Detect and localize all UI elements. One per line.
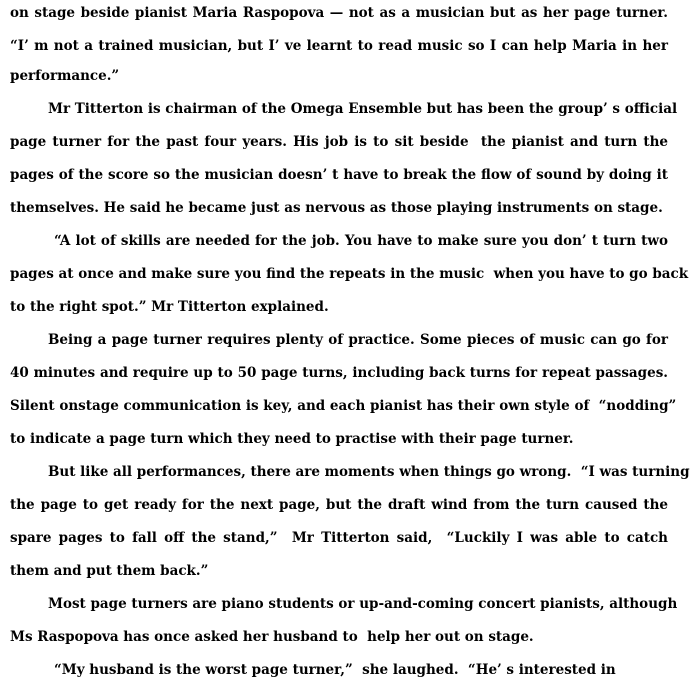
paragraph-start-line: “My husband is the worst page turner,” she laughed. “He’ s interested in [54,662,616,678]
paragraph-start-line: Mr Titterton is chairman of the Omega Ensemble but has been the group’ s official [48,101,678,117]
text-line: Silent onstage communication is key, and each pianist has their own style of “nodding” [10,398,677,414]
text-line: spare pages to fall off the stand,” Mr Titterton said, “Luckily I was able to catch [10,530,668,546]
text-line: page turner for the past four years. His job is to sit beside the pianist and turn the [10,134,668,150]
paragraph-start-line: But like all performances, there are moments when things go wrong. “I was turning [48,464,690,480]
text-line: performance.” [10,68,120,84]
text-line: on stage beside pianist Maria Raspopova — not as a musician but as her page turner. [10,5,668,21]
paragraph-start-line: “A lot of skills are needed for the job. You have to make sure you don’ t turn two [54,233,668,249]
text-line: to the right spot.” Mr Titterton explained. [10,299,329,315]
text-line: the page to get ready for the next page, but the draft wind from the turn caused the [10,497,668,513]
text-line: pages at once and make sure you find the repeats in the music when you have to go back [10,266,689,282]
text-line: to indicate a page turn which they need to practise with their page turner. [10,431,574,447]
text-line: 40 minutes and require up to 50 page turns, including back turns for repeat passages. [10,365,668,381]
paragraph-start-line: Most page turners are piano students or up-and-coming concert pianists, although [48,596,678,612]
text-line: Ms Raspopova has once asked her husband to help her out on stage. [10,629,534,645]
text-line: themselves. He said he became just as nervous as those playing instruments on stage. [10,200,663,216]
paragraph-start-line: Being a page turner requires plenty of practice. Some pieces of music can go for [48,332,668,348]
text-line: pages of the score so the musician doesn’ t have to break the flow of sound by doing it [10,167,668,183]
text-line: “I’ m not a trained musician, but I’ ve learnt to read music so I can help Maria in her [10,38,668,54]
text-line: them and put them back.” [10,563,209,579]
